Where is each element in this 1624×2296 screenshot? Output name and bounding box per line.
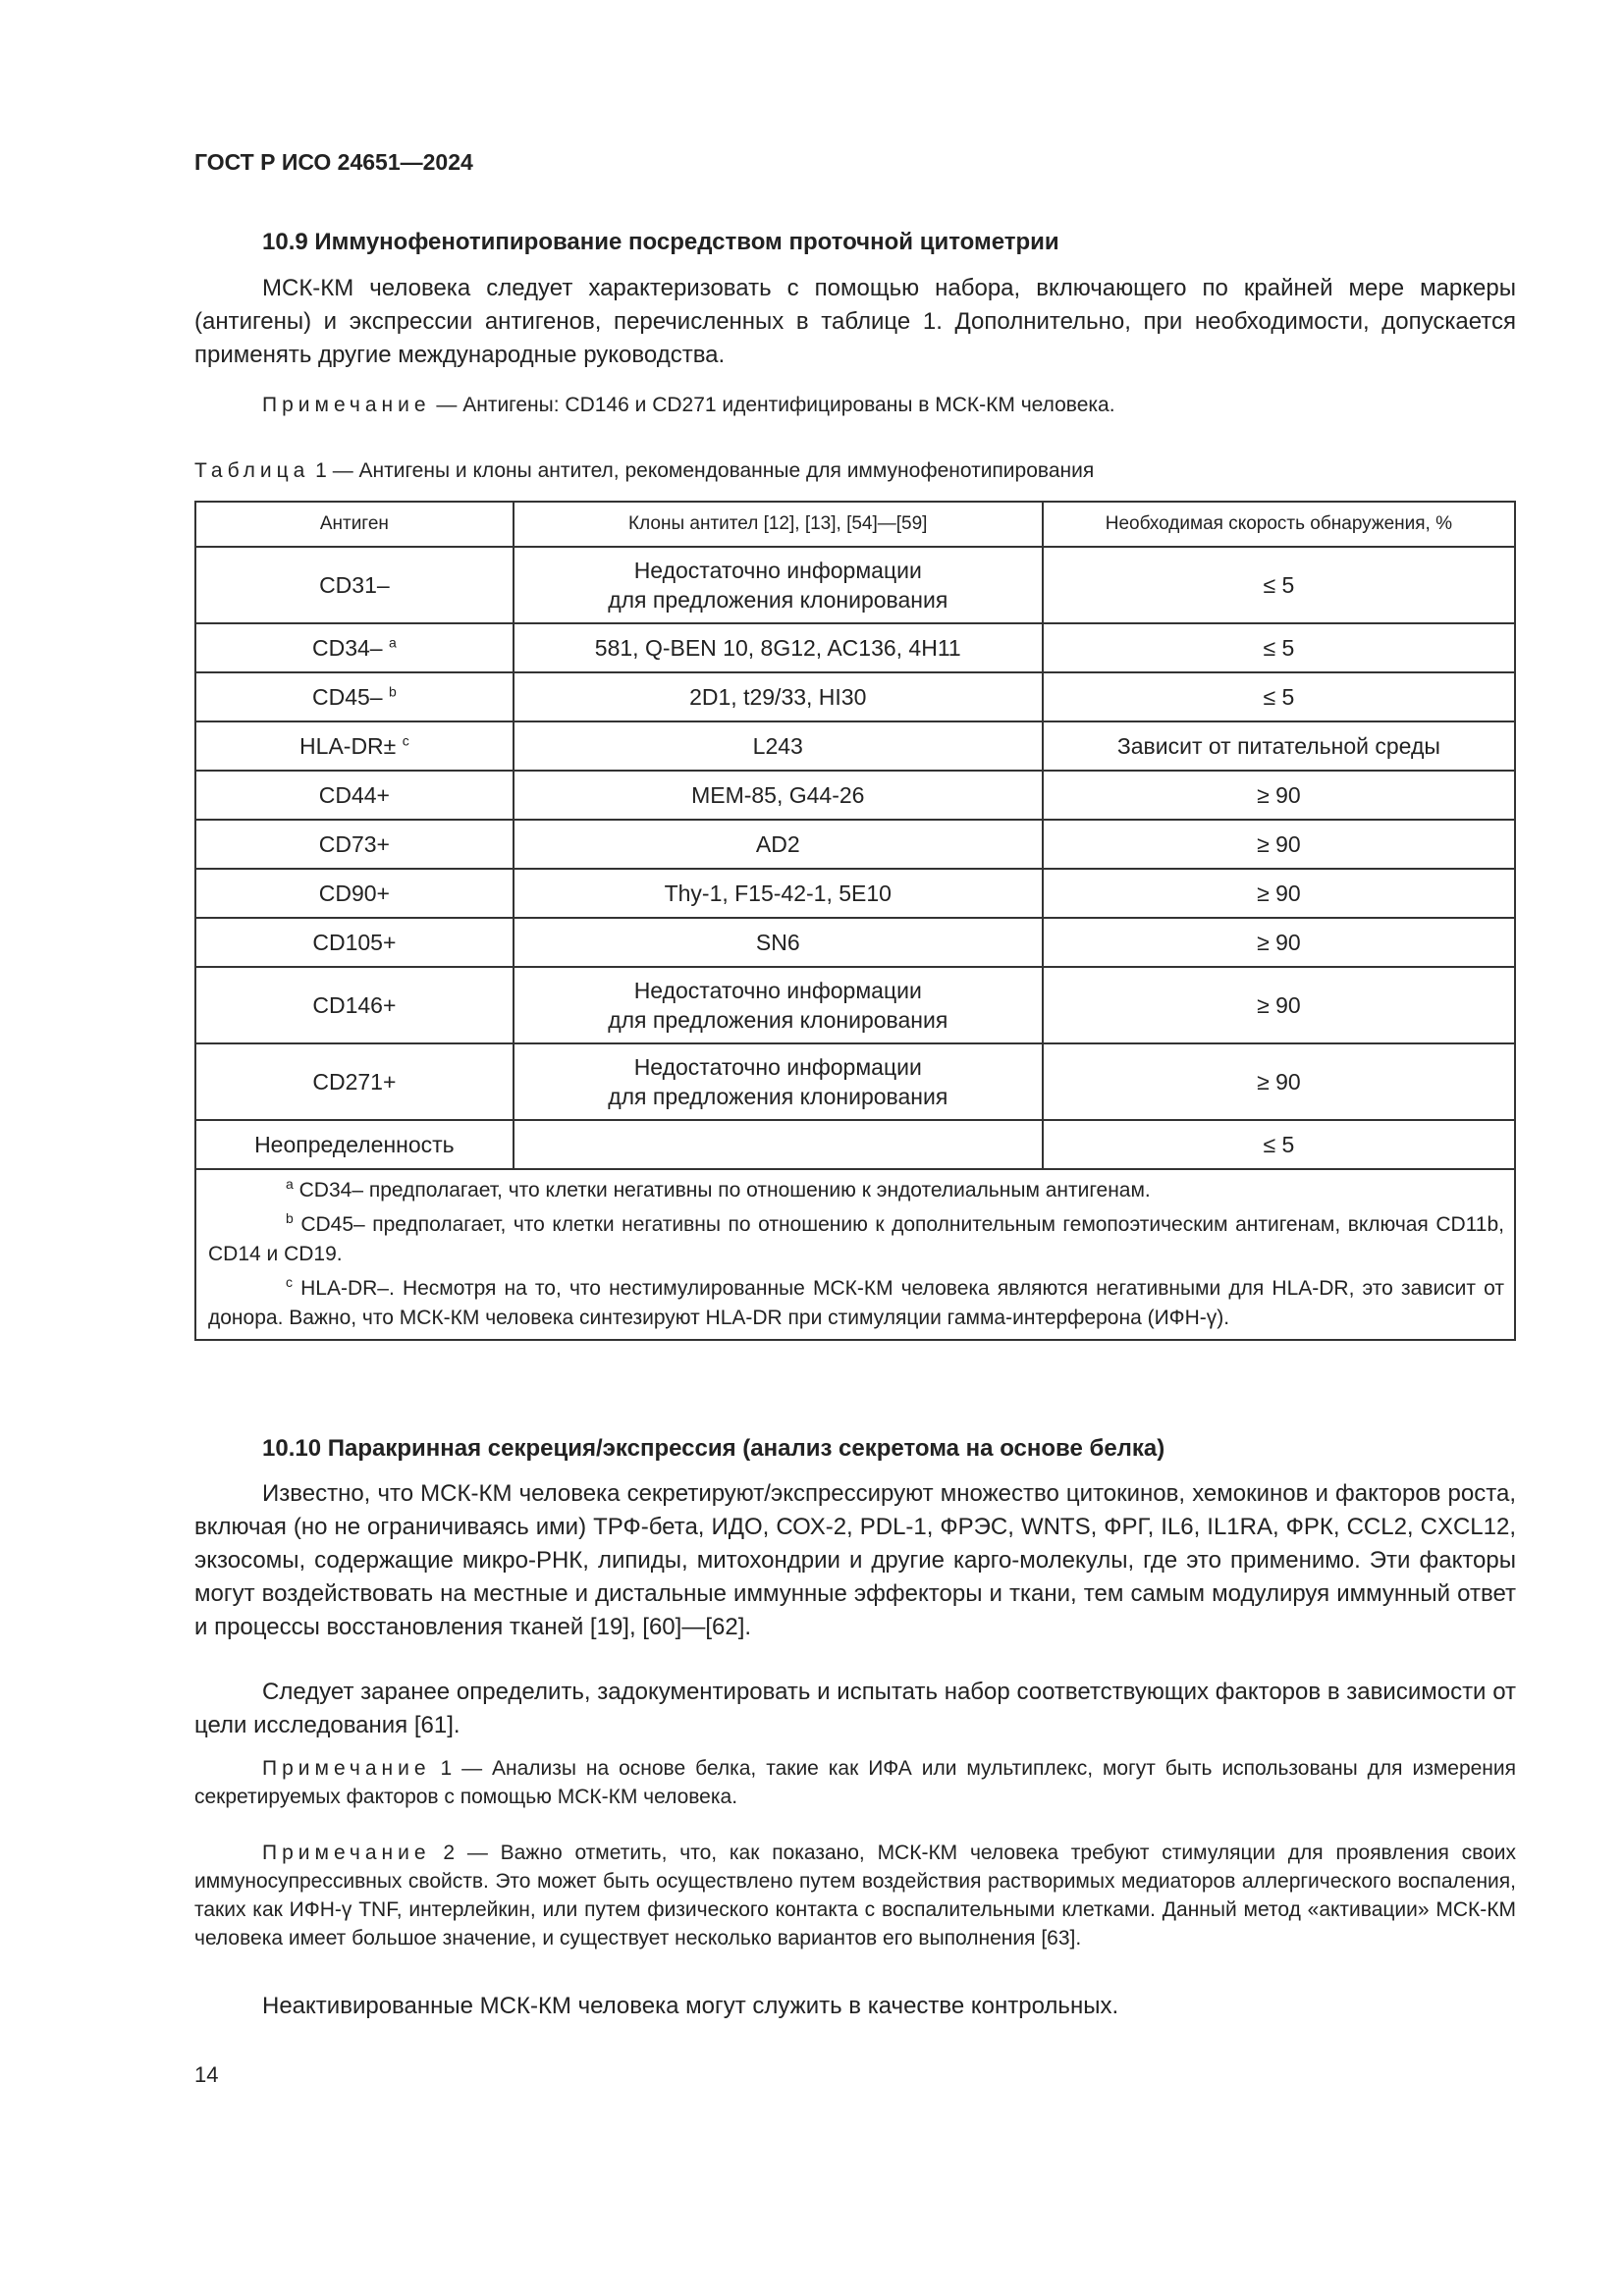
paragraph: Неактивированные МСК-КМ человека могут служить в качестве контрольных.	[262, 1993, 1119, 2019]
antigen-cell: CD146+	[195, 967, 514, 1043]
note-text: — Антигены: CD146 и CD271 идентифицированы в МСК-КМ человека.	[430, 394, 1115, 416]
section-title: 10.10 Паракринная секреция/экспрессия (анализ секретома на основе белка)	[262, 1435, 1165, 1462]
clones-cell: Недостаточно информации для предложения клонирования	[514, 967, 1043, 1043]
clones-cell	[514, 1120, 1043, 1169]
note-label: Примечание	[262, 394, 431, 416]
clones-cell: Недостаточно информации для предложения клонирования	[514, 547, 1043, 623]
note-label: Примечание	[262, 1842, 431, 1864]
footnote-mark: b	[388, 683, 397, 700]
clones-cell: Недостаточно информации для предложения клонирования	[514, 1043, 1043, 1120]
antigen-cell: Неопределенность	[195, 1120, 514, 1169]
rate-cell: ≥ 90	[1043, 869, 1515, 918]
antigen-cell: HLA-DR± $^c$	[195, 721, 514, 771]
table-row	[195, 623, 1515, 672]
antigen-table	[194, 501, 1516, 1341]
paragraph: МСК-КМ человека следует характеризовать с помощью набора, включающего по крайней мере маркеры (антигены) и экспрессии антигенов, перечисленных в таблице 1. Дополнительно, при необходимости, допускается применять другие международные руководства.	[194, 275, 1516, 368]
table-row	[195, 547, 1515, 623]
table-row	[195, 869, 1515, 918]
antigen-cell: CD90+	[195, 869, 514, 918]
antigen-cell: CD105+	[195, 918, 514, 967]
paragraph-block	[194, 1990, 1516, 2023]
table-row	[195, 967, 1515, 1043]
table-footnotes	[195, 1169, 1515, 1340]
rate-cell: ≤ 5	[1043, 672, 1515, 721]
footnote-mark: a	[388, 634, 397, 651]
table-caption	[194, 459, 1516, 483]
note	[194, 1839, 1516, 1952]
rate-cell: ≥ 90	[1043, 771, 1515, 820]
table-row	[195, 820, 1515, 869]
column-header: Клоны антител [12], [13], [54]—[59]	[514, 502, 1043, 547]
table-row	[195, 721, 1515, 771]
page-number: 14	[194, 2062, 219, 2087]
antigen-cell: CD44+	[195, 771, 514, 820]
clones-cell: 2D1, t29/33, HI30	[514, 672, 1043, 721]
section-title: 10.9 Иммунофенотипирование посредством проточной цитометрии	[262, 229, 1059, 255]
clones-cell: 581, Q-BEN 10, 8G12, AC136, 4H11	[514, 623, 1043, 672]
section-10-9-body	[194, 272, 1516, 372]
paragraph-block	[194, 1676, 1516, 1742]
paragraph: Следует заранее определить, задокументировать и испытать набор соответствующих факторов в зависимости от цели исследования [61].	[194, 1679, 1516, 1738]
paragraph: Известно, что МСК-КМ человека секретируют/экспрессируют множество цитокинов, хемокинов и факторов роста, включая (но не ограничиваясь ими) ТРФ-бета, ИДО, СОХ-2, PDL-1, ФРЭС, WNTS, ФРГ, IL6, IL1RA, ФРК, CCL2, CXCL12, экзосомы, содержащие микро-РНК, липиды, митохондрии и другие карго-молекулы, где это применимо. Эти факторы могут воздействовать на местные и дистальные иммунные эффекторы и ткани, тем самым модулируя иммунный ответ и процессы восстановления тканей [19], [60]—[62].	[194, 1480, 1516, 1640]
section-10-10	[194, 1435, 1516, 1463]
rate-cell: ≤ 5	[1043, 1120, 1515, 1169]
antigen-cell: CD73+	[195, 820, 514, 869]
table-caption-label: Таблица	[194, 459, 310, 482]
table-row	[195, 1120, 1515, 1169]
antigen-cell: CD271+	[195, 1043, 514, 1120]
table-footnote: $^a$ CD34– предполагает, что клетки негативны по отношению к эндотелиальным антигенам.	[286, 1176, 1151, 1201]
rate-cell: ≥ 90	[1043, 967, 1515, 1043]
table-footnote: $^c$ HLA-DR–. Несмотря на то, что нестимулированные МСК-КМ человека являются негативными для HLA-DR, это зависит от донора. Важно, что МСК-КМ человека синтезируют HLA-DR при стимуляции гамма-интерферона (ИФН-γ).	[208, 1274, 1504, 1329]
table-header-row	[195, 502, 1515, 547]
clones-cell: MEM-85, G44-26	[514, 771, 1043, 820]
note	[194, 1754, 1516, 1811]
section-10-9	[194, 229, 1516, 256]
rate-cell: ≤ 5	[1043, 623, 1515, 672]
clones-cell: SN6	[514, 918, 1043, 967]
clones-cell: L243	[514, 721, 1043, 771]
section-10-10-body	[194, 1477, 1516, 1644]
note-label: Примечание	[262, 1757, 431, 1780]
antigen-cell: CD31–	[195, 547, 514, 623]
column-header: Антиген	[195, 502, 514, 547]
antigen-cell: CD34– $^a$	[195, 623, 514, 672]
rate-cell: ≥ 90	[1043, 1043, 1515, 1120]
table-footnotes-row	[195, 1169, 1515, 1340]
rate-cell: ≤ 5	[1043, 547, 1515, 623]
rate-cell: ≥ 90	[1043, 820, 1515, 869]
table-row	[195, 918, 1515, 967]
note-text: 1 — Анализы на основе белка, такие как ИФА или мультиплекс, могут быть использованы для измерения секретируемых факторов с помощью МСК-КМ человека.	[194, 1757, 1516, 1808]
note-text: 2 — Важно отметить, что, как показано, МСК-КМ человека требуют стимуляции для проявления своих иммуносупрессивных свойств. Это может быть осуществлено путем воздействия растворимых медиаторов аллергического воспаления, таких как ИФН-γ TNF, интерлейкин, или путем физического контакта с воспалительными клетками. Данный метод «активации» МСК-КМ человека имеет большое значение, и существует несколько вариантов его выполнения [63].	[194, 1842, 1516, 1949]
table-row	[195, 771, 1515, 820]
column-header: Необходимая скорость обнаружения, %	[1043, 502, 1515, 547]
clones-cell: Thy-1, F15-42-1, 5E10	[514, 869, 1043, 918]
clones-cell: AD2	[514, 820, 1043, 869]
rate-cell: Зависит от питательной среды	[1043, 721, 1515, 771]
note	[194, 391, 1516, 419]
table-footnote: $^b$ CD45– предполагает, что клетки негативны по отношению к дополнительным гемопоэтическим антигенам, включая CD11b, CD14 и CD19.	[208, 1210, 1504, 1265]
footnote-mark: c	[402, 732, 409, 749]
table-row	[195, 1043, 1515, 1120]
rate-cell: ≥ 90	[1043, 918, 1515, 967]
table-caption-text: 1 — Антигены и клоны антител, рекомендованные для иммунофенотипирования	[309, 459, 1095, 482]
table-row	[195, 672, 1515, 721]
document-header: ГОСТ Р ИСО 24651—2024	[194, 149, 473, 175]
antigen-cell: CD45– $^b$	[195, 672, 514, 721]
